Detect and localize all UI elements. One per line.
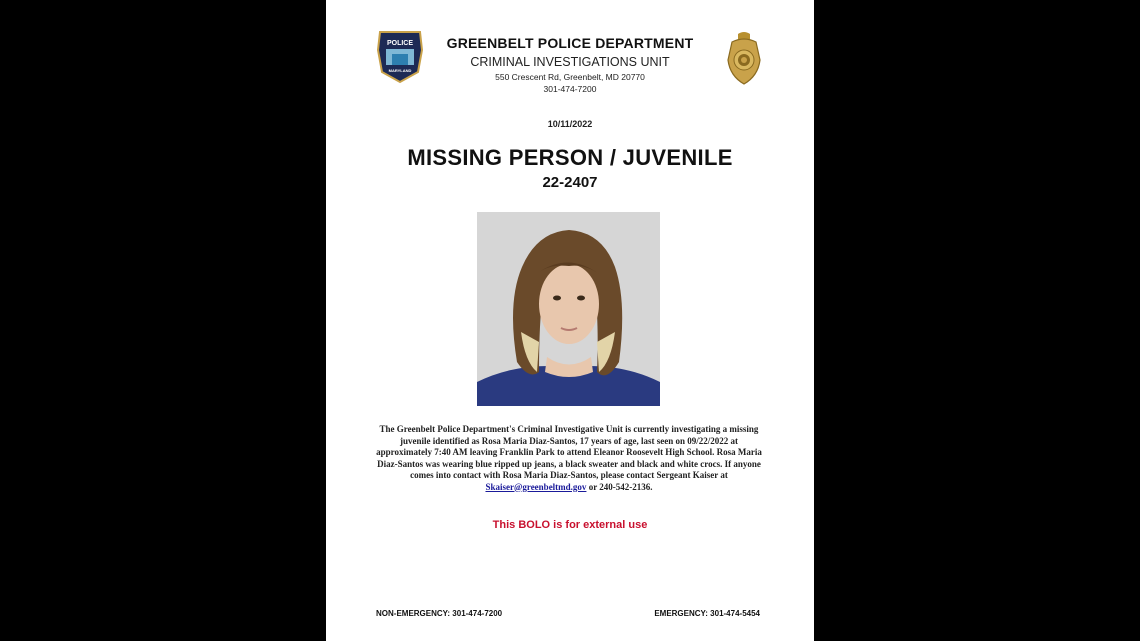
case-number: 22-2407 (542, 174, 598, 191)
bolo-note: This BOLO is for external use (492, 519, 648, 531)
emergency-number: EMERGENCY: 301-474-5454 (654, 609, 760, 618)
police-badge-icon (724, 30, 764, 86)
patch-subtext: MARYLAND (388, 68, 412, 73)
department-name: GREENBELT POLICE DEPARTMENT (446, 35, 694, 51)
missing-person-photo (477, 212, 660, 406)
description-text: The Greenbelt Police Department's Criminal Investigative Unit is currently investigating a missing juvenile identified as Rosa Maria Diaz-Santos, 17 years of age, last seen on 09/22/2022 at approximately 7:40 AM leaving Franklin Park to attend Eleanor Roosevelt High School. Rosa Maria Diaz-Santos was wearing blue ripped up jeans, a black sweater and black and white crocs. If anyone comes into contact with Rosa Maria Diaz-Santos, please contact Sergeant Kaiser at (376, 424, 762, 480)
missing-person-flyer (326, 0, 814, 641)
portrait-image (477, 212, 660, 406)
contact-email-link[interactable]: Skaiser@greenbeltmd.gov (485, 481, 587, 492)
flyer-title: MISSING PERSON / JUVENILE (407, 145, 733, 170)
patch-text: POLICE (386, 40, 414, 47)
department-address: 550 Crescent Rd, Greenbelt, MD 20770 (495, 72, 645, 82)
contact-phone-text: or 240-542-2136. (586, 481, 653, 492)
case-description (376, 424, 762, 493)
flyer-date: 10/11/2022 (547, 119, 593, 129)
unit-name: CRIMINAL INVESTIGATIONS UNIT (470, 55, 670, 69)
non-emergency-number: NON-EMERGENCY: 301-474-7200 (376, 609, 503, 618)
department-phone: 301-474-7200 (543, 84, 597, 94)
